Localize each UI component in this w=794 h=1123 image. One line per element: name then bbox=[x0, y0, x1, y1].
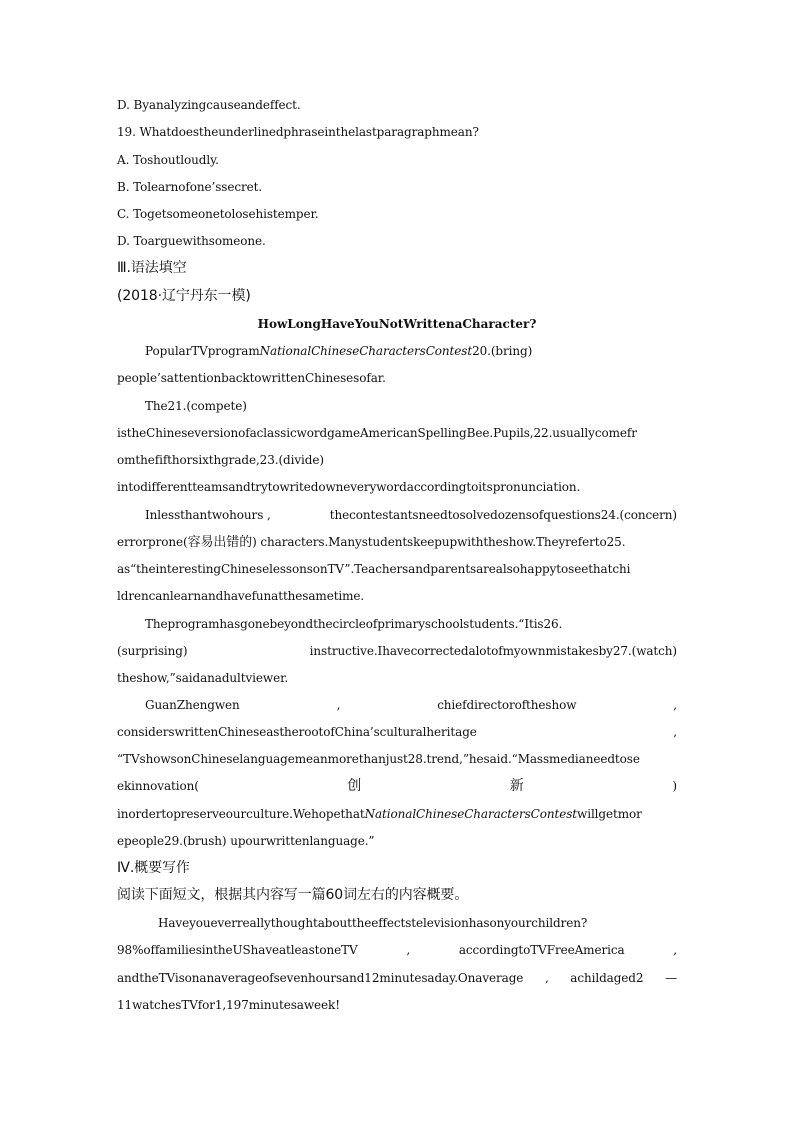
blank-26-hint: (surprising) bbox=[117, 644, 188, 658]
comma: , bbox=[673, 698, 677, 712]
p3-text-a: Inlessthantwohours , bbox=[145, 508, 271, 522]
p5-line-1 bbox=[145, 697, 677, 713]
p1-line-1 bbox=[145, 343, 677, 359]
p1-text: PopularTVprogram bbox=[145, 344, 260, 358]
p1-line-2: people’sattentionbacktowrittenChinesesofar. bbox=[117, 371, 386, 385]
comma: , bbox=[336, 698, 341, 712]
p2-line-3: omthefifthorsixthgrade,23.(divide) bbox=[117, 453, 324, 467]
summary-line-1: Haveyoueverreallythoughtabouttheeffectstelevisionhasonyourchildren? bbox=[158, 916, 588, 930]
p5-line-2 bbox=[117, 724, 677, 740]
p5-line-5 bbox=[117, 806, 677, 822]
p3-line-2 bbox=[117, 534, 677, 551]
dash: — bbox=[665, 971, 677, 985]
summary-text: andtheTVisonanaverageofsevenhoursand12minutesaday.Onaverage bbox=[117, 971, 524, 985]
chinese-gloss: 容易出错的 bbox=[187, 535, 253, 550]
p3-text-b: thecontestantsneedtosolvedozensofquestions24.(concern) bbox=[329, 508, 677, 522]
program-name: NationalChineseCharactersContest bbox=[364, 807, 578, 821]
p2-line-2: istheChineseversionofaclassicwordgameAmericanSpellingBee.Pupils,22.usuallycomefr bbox=[117, 426, 637, 440]
p3-line-3: as“theinterestingChineselessonsonTV”.Teachersandparentsarealsohappytoseethatchi bbox=[117, 562, 631, 576]
p3-text: ) characters.Manystudentskeepupwiththeshow.Theyreferto25. bbox=[252, 535, 626, 549]
p4-line-3: theshow,”saidanadultviewer. bbox=[117, 671, 289, 685]
p5-line-6: epeople29.(brush) upourwrittenlanguage.” bbox=[117, 834, 375, 848]
p4-line-1: Theprogramhasgonebeyondthecircleofprimaryschoolstudents.“Itis26. bbox=[145, 617, 563, 631]
p2-line-4: intodifferentteamsandtrytowritedowneverywordaccordingtoitspronunciation. bbox=[117, 480, 581, 494]
option-b-q19: B. Tolearnofone’ssecret. bbox=[117, 180, 263, 194]
paren: ) bbox=[672, 779, 677, 793]
p5-text: ekinnovation( bbox=[117, 779, 199, 793]
summary-text: 98%offamiliesintheUShaveatleastoneTV bbox=[117, 943, 358, 957]
p5-text: chiefdirectoroftheshow bbox=[437, 698, 577, 712]
p5-text: willgetmor bbox=[577, 807, 642, 821]
summary-line-3 bbox=[117, 970, 677, 986]
p5-text: GuanZhengwen bbox=[145, 698, 240, 712]
blank-20: 20.(bring) bbox=[472, 344, 533, 358]
passage-title: HowLongHaveYouNotWrittenaCharacter? bbox=[257, 317, 537, 331]
comma: , bbox=[673, 943, 677, 957]
chinese-char: 新 bbox=[509, 778, 524, 794]
summary-text: accordingtoTVFreeAmerica bbox=[458, 943, 625, 957]
comma: , bbox=[673, 725, 677, 739]
option-a-q19: A. Toshoutloudly. bbox=[117, 153, 219, 167]
p3-line-1 bbox=[145, 507, 677, 523]
p5-text: inordertopreserveourculture.Wehopethat bbox=[117, 807, 365, 821]
p2-line-1: The21.(compete) bbox=[145, 399, 247, 413]
option-d-q19: D. Toarguewithsomeone. bbox=[117, 234, 266, 248]
program-name: NationalChineseCharactersContest bbox=[259, 344, 473, 358]
section-4-heading: Ⅳ.概要写作 bbox=[117, 860, 190, 876]
p5-line-3: “TVshowsonChineselanguagemeanmorethanjust28.trend,”hesaid.“Massmedianeedtose bbox=[117, 752, 640, 766]
p5-text: considerswrittenChineseastherootofChina’sculturalheritage bbox=[117, 725, 477, 739]
p5-line-4 bbox=[117, 778, 677, 794]
p3-text: errorprone( bbox=[117, 535, 188, 549]
summary-line-4: 11watchesTVfor1,197minutesaweek! bbox=[117, 998, 340, 1012]
section-3-source: (2018·辽宁丹东一模) bbox=[117, 288, 251, 304]
section-4-instruction: 阅读下面短文，根据其内容写一篇60词左右的内容概要。 bbox=[117, 887, 469, 903]
summary-line-2 bbox=[117, 942, 677, 958]
chinese-char: 创 bbox=[347, 778, 362, 794]
p3-line-4: ldrencanlearnandhavefunatthesametime. bbox=[117, 589, 365, 603]
p4-line-2 bbox=[117, 643, 677, 659]
p4-text: instructive.Ihavecorrectedalotofmyownmistakesby27.(watch) bbox=[309, 644, 677, 658]
question-19-stem: 19. Whatdoestheunderlinedphraseinthelastparagraphmean? bbox=[117, 125, 479, 139]
comma: , bbox=[544, 971, 549, 985]
option-c-q19: C. Togetsomeonetolosehistemper. bbox=[117, 207, 319, 221]
section-3-heading: Ⅲ.语法填空 bbox=[117, 260, 187, 276]
summary-text: achildaged2 bbox=[570, 971, 644, 985]
option-d-q18: D. Byanalyzingcauseandeffect. bbox=[117, 98, 301, 112]
comma: , bbox=[406, 943, 411, 957]
